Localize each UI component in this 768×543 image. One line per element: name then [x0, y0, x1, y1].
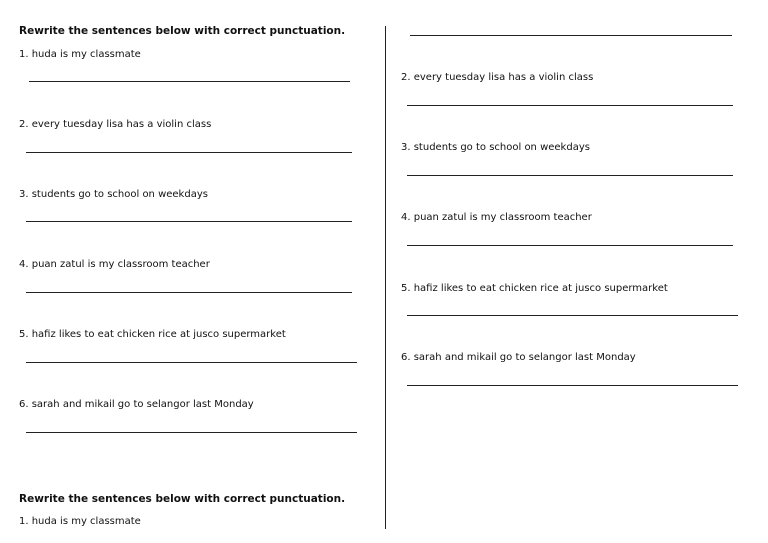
- answer-line-2[interactable]: [26, 152, 352, 153]
- answer-line-4[interactable]: [26, 292, 352, 293]
- sentence-5: 5. hafiz likes to eat chicken rice at jusco supermarket: [19, 329, 286, 340]
- sentence-5-right: 5. hafiz likes to eat chicken rice at jusco supermarket: [401, 283, 668, 294]
- sentence-3: 3. students go to school on weekdays: [19, 189, 208, 200]
- answer-line-6[interactable]: [26, 432, 357, 433]
- answer-line-5-right[interactable]: [407, 315, 738, 316]
- sentence-3-right: 3. students go to school on weekdays: [401, 142, 590, 153]
- sentence-4-right: 4. puan zatul is my classroom teacher: [401, 212, 592, 223]
- answer-line-1[interactable]: [29, 81, 350, 82]
- answer-line-1-right[interactable]: [410, 35, 732, 36]
- sentence-6-right: 6. sarah and mikail go to selangor last Monday: [401, 352, 636, 363]
- sentence-1-repeat: 1. huda is my classmate: [19, 516, 141, 527]
- column-divider: [385, 26, 386, 529]
- sentence-2: 2. every tuesday lisa has a violin class: [19, 119, 212, 130]
- answer-line-2-right[interactable]: [407, 105, 733, 106]
- answer-line-3-right[interactable]: [407, 175, 733, 176]
- answer-line-6-right[interactable]: [407, 385, 738, 386]
- answer-line-5[interactable]: [26, 362, 357, 363]
- answer-line-4-right[interactable]: [407, 245, 733, 246]
- instruction-heading: Rewrite the sentences below with correct punctuation.: [19, 25, 346, 37]
- sentence-6: 6. sarah and mikail go to selangor last Monday: [19, 399, 254, 410]
- sentence-2-right: 2. every tuesday lisa has a violin class: [401, 72, 594, 83]
- answer-line-3[interactable]: [26, 221, 352, 222]
- instruction-heading-repeat: Rewrite the sentences below with correct punctuation.: [19, 493, 346, 505]
- sentence-4: 4. puan zatul is my classroom teacher: [19, 259, 210, 270]
- sentence-1: 1. huda is my classmate: [19, 49, 141, 60]
